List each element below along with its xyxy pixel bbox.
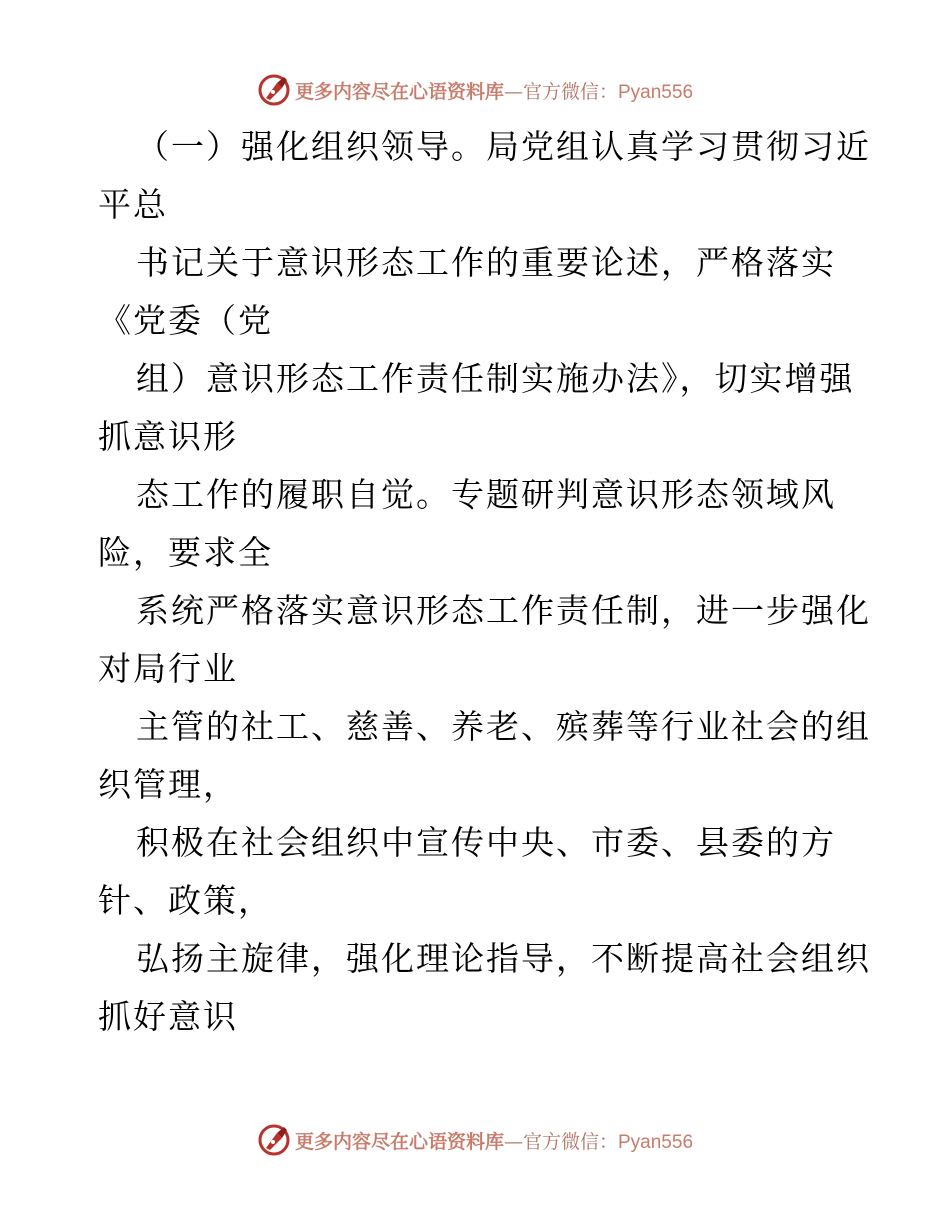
text-line: 平总 [98,185,168,224]
footer-banner-dash: — [503,1130,523,1153]
text-line: 书记关于意识形态工作的重要论述，严格落实 [136,243,836,282]
text-line: 弘扬主旋律，强化理论指导，不断提高社会组织 [136,939,871,978]
text-line: 组）意识形态工作责任制实施办法》，切实增强 [136,359,855,398]
text-line: 积极在社会组织中宣传中央、市委、县委的方 [136,823,836,862]
text-line: 织管理， [98,765,238,804]
text-line: 《党委（党 [98,301,273,340]
header-banner [0,70,950,110]
footer-banner-main: 更多内容尽在心语资料库 [294,1130,504,1153]
header-banner-dash: — [503,80,523,103]
footer-banner-text [295,1127,693,1154]
text-line: 针、政策， [98,881,273,920]
header-banner-main: 更多内容尽在心语资料库 [294,80,504,103]
text-line: 抓意识形 [98,417,238,456]
text-line: （一）强化组织领导。局党组认真学习贯彻习近 [136,127,871,166]
footer-banner [0,1120,950,1160]
header-banner-text [295,77,693,104]
footer-banner-id: Pyan556 [618,1131,694,1153]
text-line: 主管的社工、慈善、养老、殡葬等行业社会的组 [136,707,871,746]
pen-nib-logo-icon [257,73,291,107]
header-banner-wechat: 官方微信： [522,80,618,103]
text-line: 态工作的履职自觉。专题研判意识形态领域风 [136,475,836,514]
header-banner-id: Pyan556 [618,81,694,103]
text-line: 对局行业 [98,649,238,688]
text-line: 抓好意识 [98,997,238,1036]
text-line: 系统严格落实意识形态工作责任制，进一步强化 [136,591,871,630]
footer-banner-wechat: 官方微信： [522,1130,618,1153]
document-body [98,118,871,1046]
text-line: 险，要求全 [98,533,273,572]
pen-nib-logo-icon [257,1123,291,1157]
